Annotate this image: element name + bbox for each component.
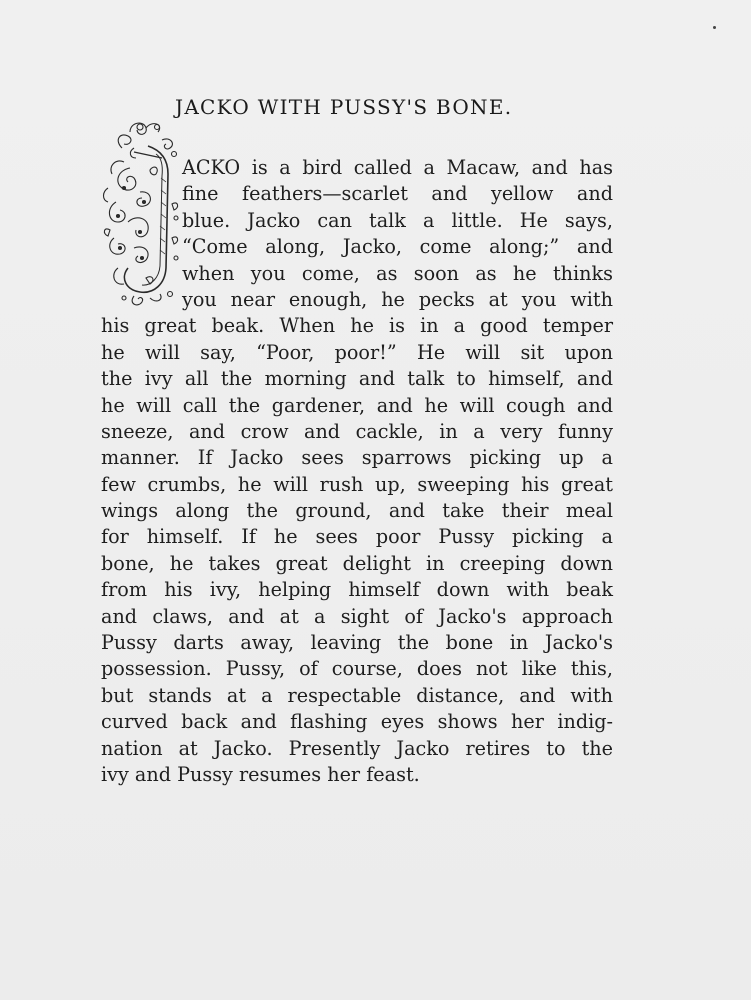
- story-line-9: the ivy all the morning and talk to himself, and: [101, 367, 613, 391]
- story-line-7: his great beak. When he is in a good temper: [101, 314, 613, 338]
- story-line-23: nation at Jacko. Presently Jacko retires to the: [101, 736, 613, 760]
- ink-speck: [713, 26, 716, 29]
- story-line-19: Pussy darts away, leaving the bone in Jacko's: [101, 631, 613, 655]
- story-text: [101, 155, 613, 788]
- story-line-4: “Come along, Jacko, come along;” and: [182, 235, 613, 259]
- story-line-10: he will call the gardener, and he will cough and: [101, 393, 613, 417]
- story-line-11: sneeze, and crow and cackle, in a very funny: [101, 419, 613, 443]
- story-line-1: ACKO is a bird called a Macaw, and has: [182, 156, 613, 179]
- story-line-15: for himself. If he sees poor Pussy picking a: [101, 525, 613, 549]
- story-line-12: manner. If Jacko sees sparrows picking up a: [101, 446, 613, 470]
- story-line-3: blue. Jacko can talk a little. He says,: [182, 208, 613, 232]
- story-line-6: you near enough, he pecks at you with: [182, 287, 613, 311]
- story-line-18: and claws, and at a sight of Jacko's approach: [101, 604, 613, 628]
- story-line-5: when you come, as soon as he thinks: [182, 261, 613, 285]
- story-line-13: few crumbs, he will rush up, sweeping his great: [101, 472, 613, 496]
- story-line-20: possession. Pussy, of course, does not like this,: [101, 657, 613, 681]
- story-line-24: ivy and Pussy resumes her feast.: [101, 762, 420, 786]
- story-line-8: he will say, “Poor, poor!” He will sit upon: [101, 340, 613, 364]
- story-line-22: curved back and flashing eyes shows her indig-: [101, 710, 613, 734]
- story-line-14: wings along the ground, and take their meal: [101, 499, 613, 523]
- story-line-21: but stands at a respectable distance, and with: [101, 683, 613, 707]
- story-line-17: from his ivy, helping himself down with beak: [101, 578, 613, 602]
- page-title: JACKO WITH PUSSY'S BONE.: [175, 95, 513, 119]
- story-line-2: fine feathers—scarlet and yellow and: [182, 182, 613, 206]
- story-line-16: bone, he takes great delight in creeping down: [101, 551, 613, 575]
